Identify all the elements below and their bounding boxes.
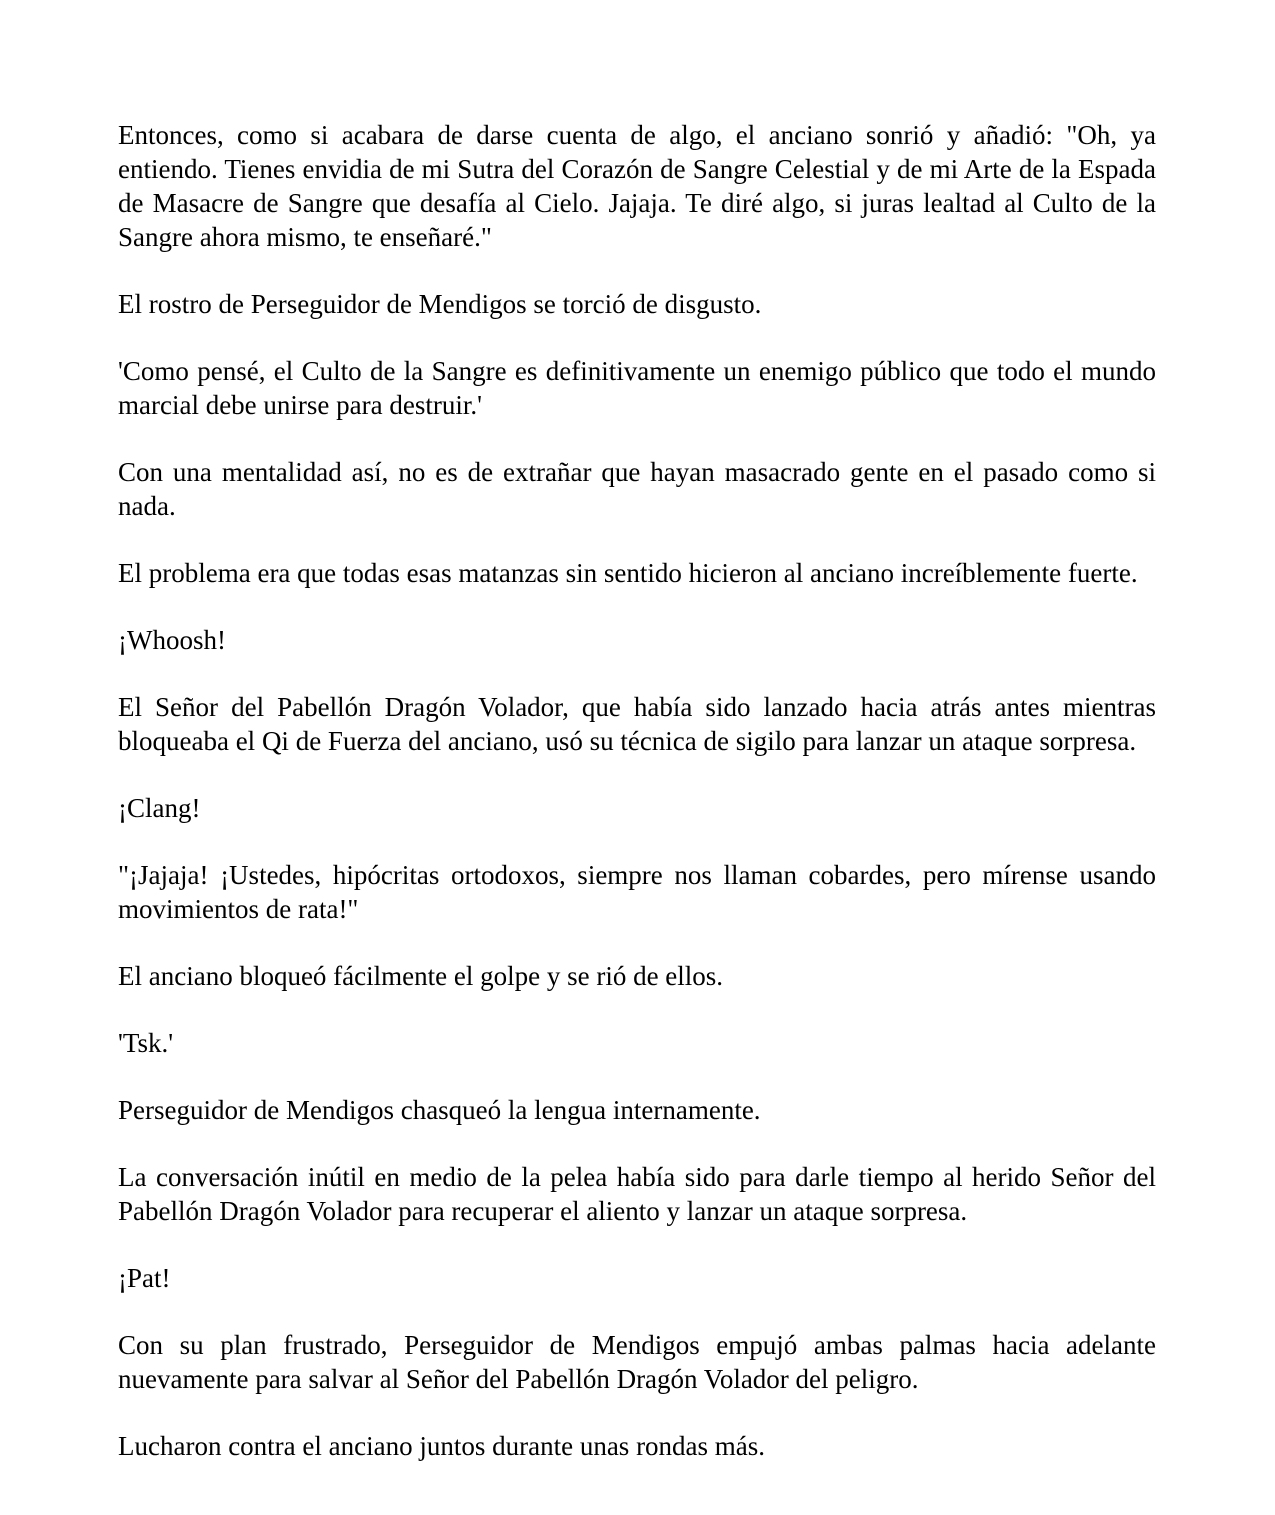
body-text <box>118 118 1156 1496</box>
paragraph: ¡Pat! <box>118 1263 171 1293</box>
paragraph: Perseguidor de Mendigos chasqueó la lengua internamente. <box>118 1095 761 1125</box>
paragraph: El anciano bloqueó fácilmente el golpe y se rió de ellos. <box>118 961 724 991</box>
paragraph: "¡Jajaja! ¡Ustedes, hipócritas ortodoxos, siempre nos llaman cobardes, pero mírense usando movimientos de rata!" <box>118 860 1156 924</box>
paragraph: Lucharon contra el anciano juntos durante unas rondas más. <box>118 1431 766 1461</box>
paragraph: Con una mentalidad así, no es de extrañar que hayan masacrado gente en el pasado como si nada. <box>118 457 1156 521</box>
paragraph: El problema era que todas esas matanzas sin sentido hicieron al anciano increíblemente fuerte. <box>118 558 1138 588</box>
paragraph: 'Tsk.' <box>118 1028 174 1058</box>
paragraph: 'Como pensé, el Culto de la Sangre es definitivamente un enemigo público que todo el mundo marcial debe unirse para destruir.' <box>118 356 1156 420</box>
paragraph: Con su plan frustrado, Perseguidor de Mendigos empujó ambas palmas hacia adelante nuevamente para salvar al Señor del Pabellón Dragón Volador del peligro. <box>118 1330 1156 1394</box>
paragraph: ¡Clang! <box>118 793 201 823</box>
paragraph: Entonces, como si acabara de darse cuenta de algo, el anciano sonrió y añadió: "Oh, ya entiendo. Tienes envidia de mi Sutra del Corazón de Sangre Celestial y de mi Arte de la Espada de Masacre de Sangre que desafía al Cielo. Jajaja. Te diré algo, si juras lealtad al Culto de la Sangre ahora mismo, te enseñaré." <box>118 120 1156 252</box>
paragraph: El Señor del Pabellón Dragón Volador, que había sido lanzado hacia atrás antes mientras bloqueaba el Qi de Fuerza del anciano, usó su técnica de sigilo para lanzar un ataque sorpresa. <box>118 692 1156 756</box>
paragraph: El rostro de Perseguidor de Mendigos se torció de disgusto. <box>118 289 762 319</box>
paragraph: ¡Whoosh! <box>118 625 226 655</box>
paragraph: La conversación inútil en medio de la pelea había sido para darle tiempo al herido Señor del Pabellón Dragón Volador para recuperar el aliento y lanzar un ataque sorpresa. <box>118 1162 1156 1226</box>
